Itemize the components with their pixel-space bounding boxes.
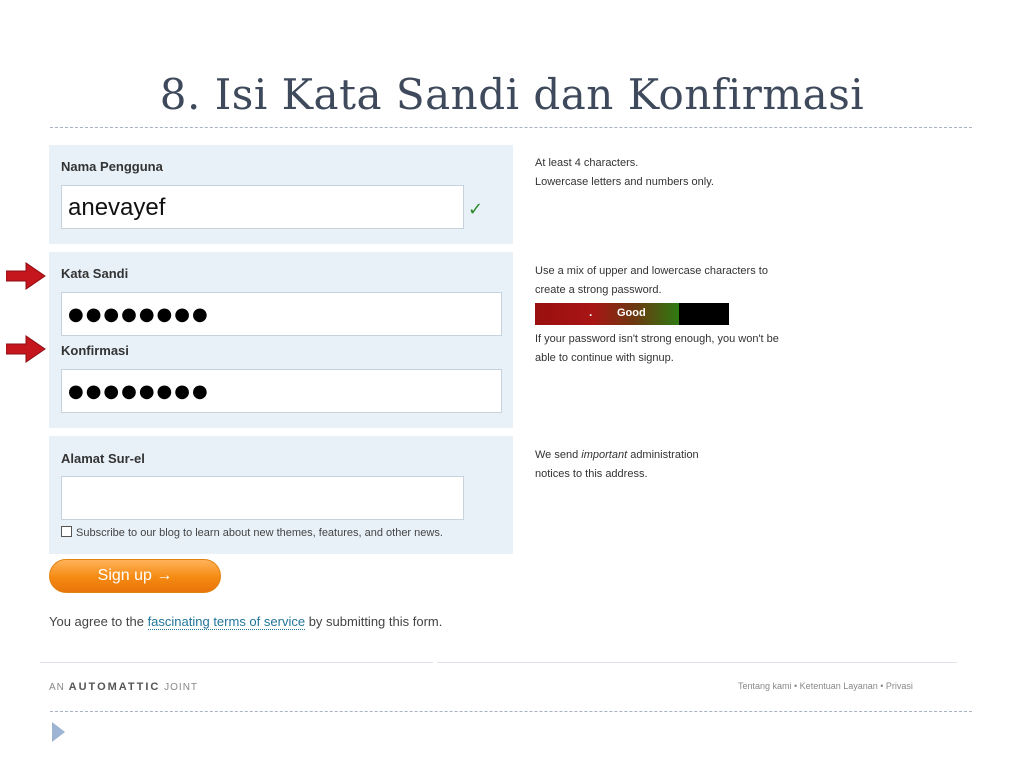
- strength-label: Good: [617, 307, 646, 319]
- sign-up-button[interactable]: Sign up →: [49, 559, 221, 593]
- slide-title: 8. Isi Kata Sandi dan Konfirmasi: [159, 70, 865, 119]
- password-warning: If your password isn't strong enough, you won't be able to continue with signup.: [535, 333, 779, 364]
- footer-divider: [40, 662, 433, 663]
- password-hint: Use a mix of upper and lowercase characters to create a strong password.: [535, 265, 768, 296]
- email-input[interactable]: [61, 476, 464, 520]
- red-arrow-icon: [6, 335, 46, 363]
- subscribe-label: Subscribe to our blog to learn about new themes, features, and other news.: [76, 527, 443, 539]
- password-strength-meter: [535, 303, 729, 325]
- bottom-divider: [50, 711, 972, 712]
- username-value: anevayef: [68, 194, 166, 221]
- footer-divider: [437, 662, 957, 663]
- red-arrow-icon: [6, 262, 46, 290]
- email-hint: We send important administration notices to this address.: [535, 449, 699, 480]
- slide-bullet-icon: [52, 722, 65, 742]
- confirm-masked-value: ●●●●●●●●: [68, 381, 210, 402]
- username-input[interactable]: [61, 185, 464, 229]
- email-label: Alamat Sur-el: [61, 451, 145, 466]
- title-divider: [50, 127, 972, 128]
- terms-of-service-link[interactable]: fascinating terms of service: [147, 614, 306, 629]
- subscribe-checkbox[interactable]: [61, 526, 72, 537]
- confirm-label: Konfirmasi: [61, 343, 129, 358]
- username-hint: At least 4 characters. Lowercase letters and numbers only.: [535, 157, 714, 188]
- password-masked-value: ●●●●●●●●: [68, 304, 210, 325]
- terms-text: You agree to the fascinating terms of service by submitting this form.: [49, 614, 443, 629]
- password-label: Kata Sandi: [61, 266, 129, 281]
- automattic-logo[interactable]: AN AUTOMATTIC JOINT: [49, 681, 199, 693]
- strength-fill: [535, 303, 679, 325]
- check-icon: ✓: [468, 199, 484, 220]
- confirm-password-input[interactable]: [61, 369, 502, 413]
- email-value: [62, 477, 463, 493]
- username-label: Nama Pengguna: [61, 159, 163, 174]
- password-input[interactable]: [61, 292, 502, 336]
- strength-dot: .: [589, 305, 593, 319]
- footer-links[interactable]: Tentang kami • Ketentuan Layanan • Privasi: [738, 681, 913, 691]
